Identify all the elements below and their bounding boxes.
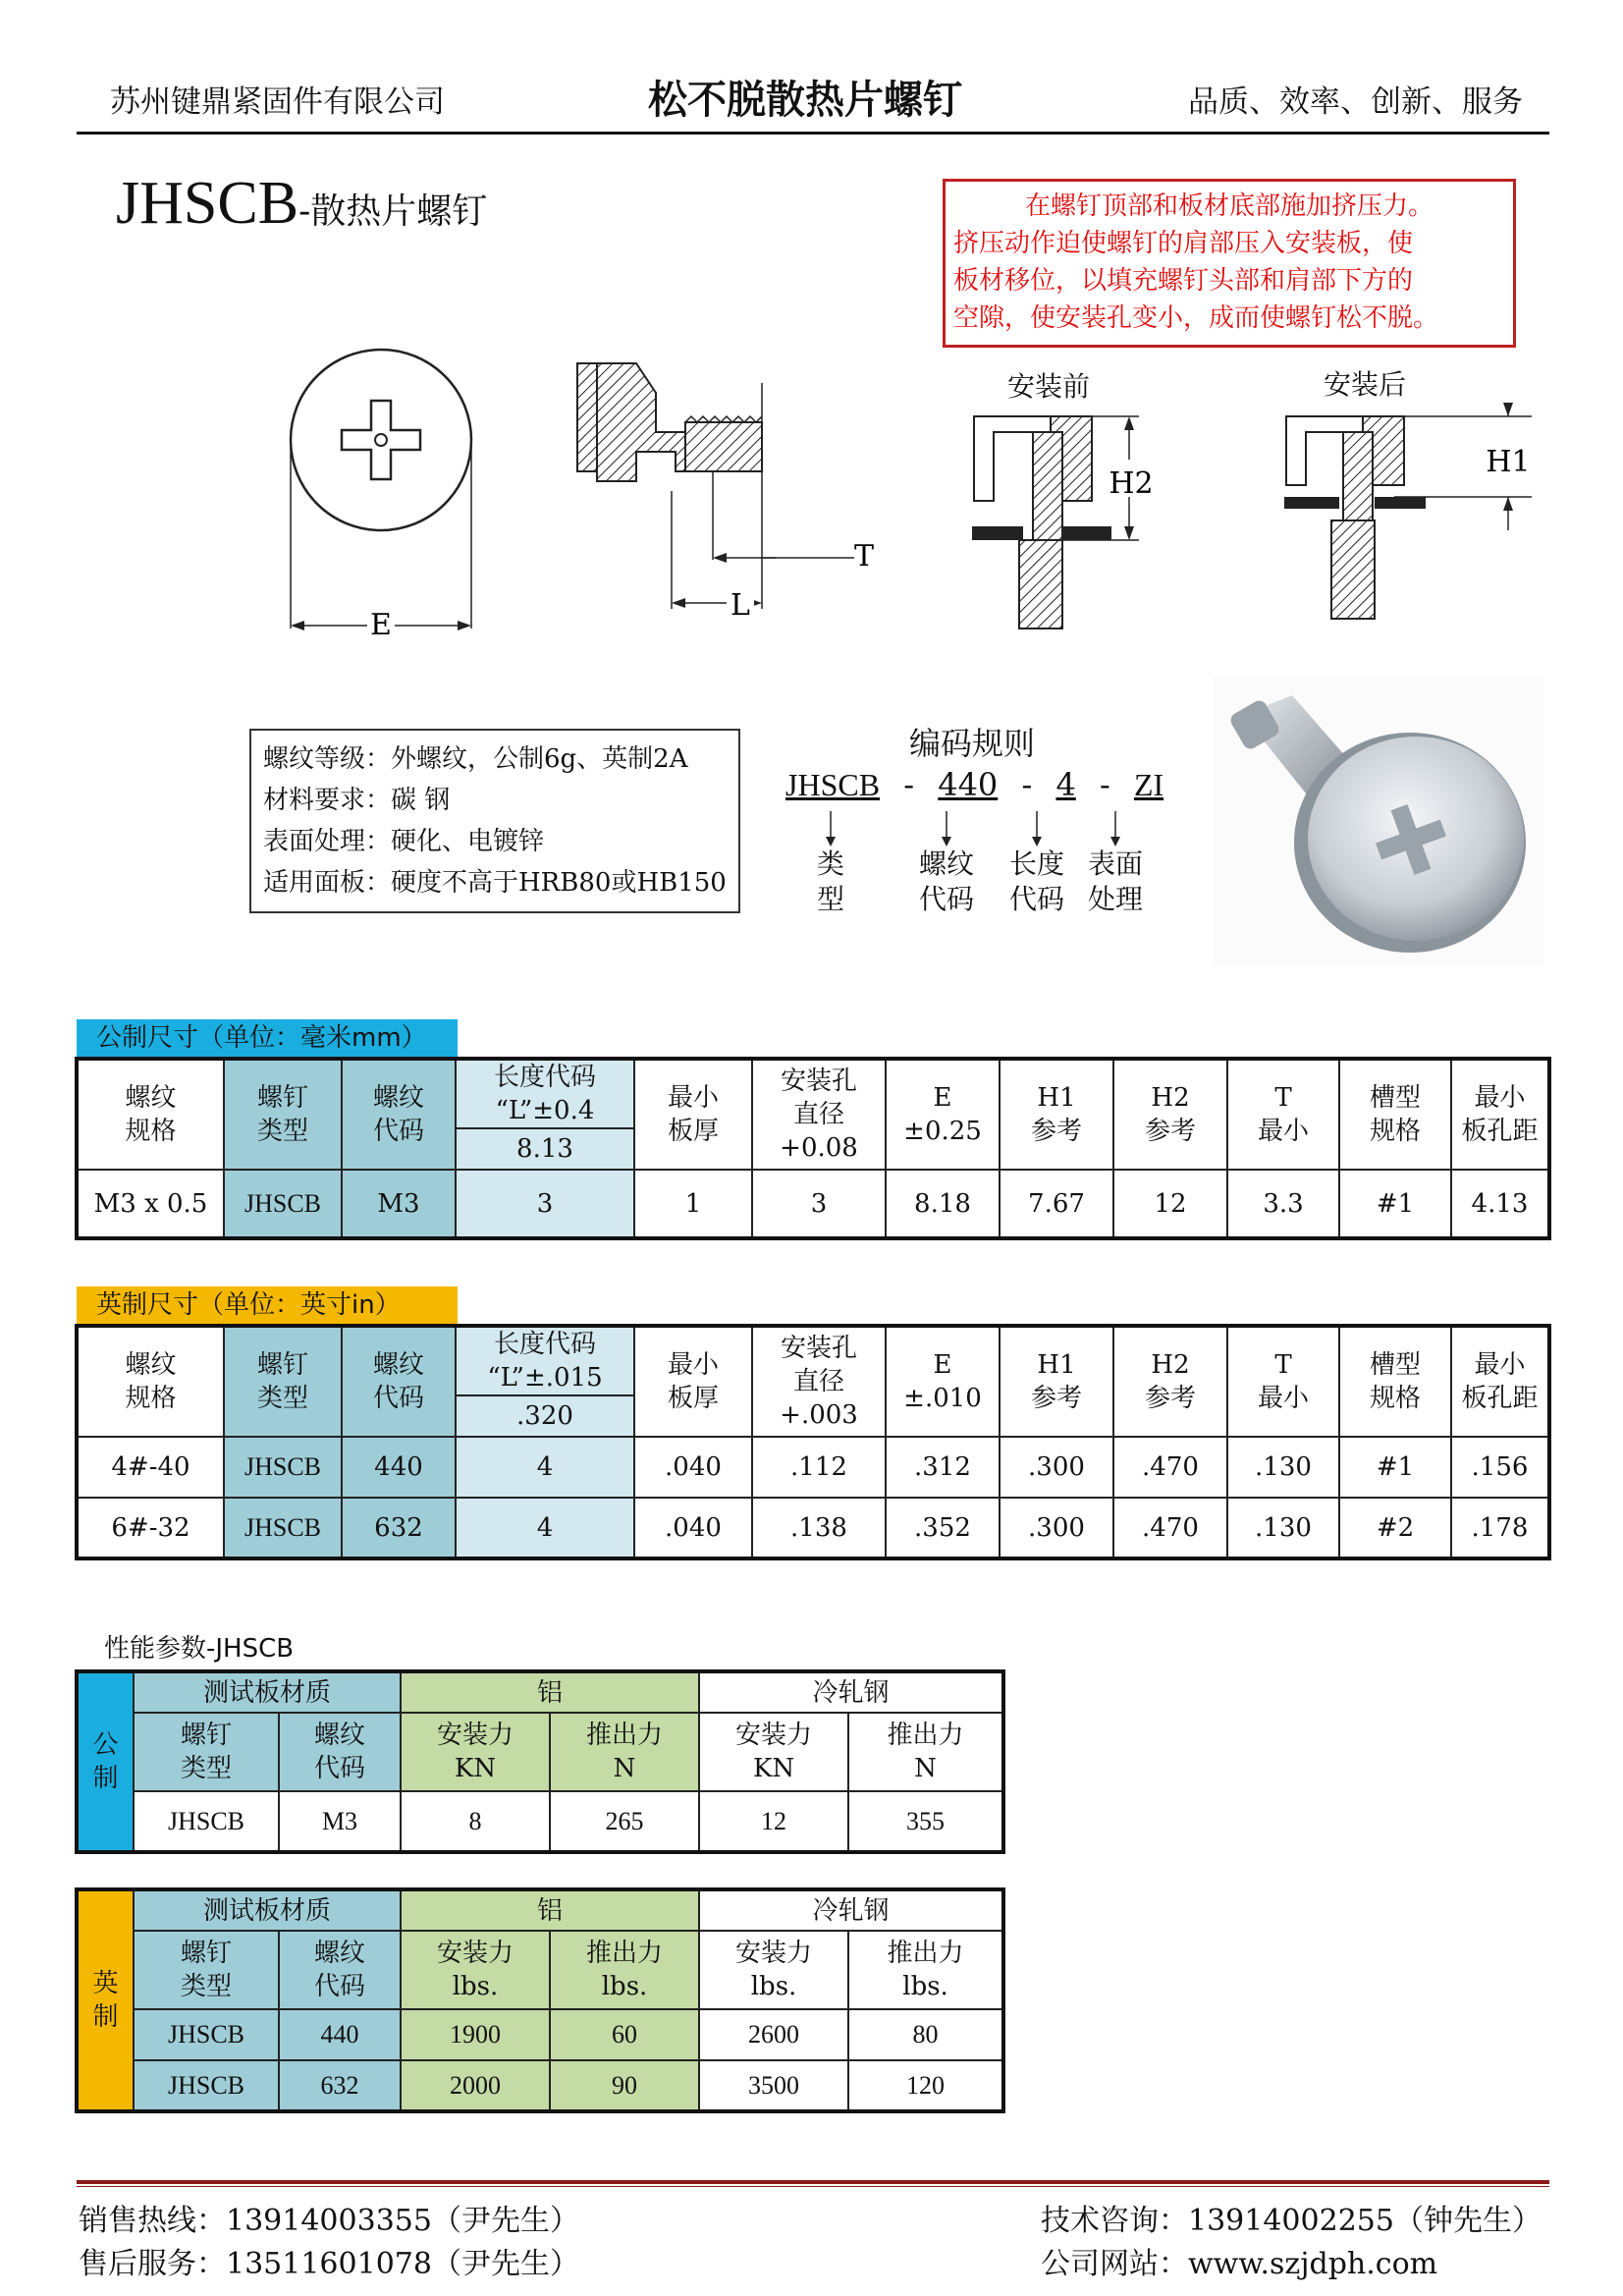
code-length: 4	[1055, 766, 1076, 803]
table-row	[77, 1170, 1549, 1238]
table-cell: 4.13	[1451, 1170, 1549, 1238]
code-label-type	[815, 847, 846, 917]
perf-title: 性能参数-JHSCB	[104, 1634, 295, 1664]
imperial-tag: 英制尺寸（单位：英寸in）	[77, 1286, 458, 1324]
coding-title: 编码规则	[909, 725, 1036, 762]
table-cell: 3	[456, 1170, 634, 1238]
perf-metric-h-code: 螺纹 代码	[279, 1713, 401, 1791]
imperial-table	[75, 1324, 1551, 1560]
imperial-h-minthick: 最小 板厚	[634, 1326, 752, 1437]
metric-h-thread: 螺纹 规格	[77, 1059, 224, 1170]
dim-H2-label: H2	[1109, 466, 1154, 501]
table-cell: 120	[848, 2060, 1003, 2111]
imperial-h-slot: 槽型 规格	[1339, 1326, 1451, 1437]
table-cell: 2600	[699, 2009, 848, 2060]
table-cell: 90	[550, 2060, 699, 2111]
table-row	[77, 2009, 1003, 2060]
footer-sales: 销售热线：13914003355（尹先生）	[79, 2204, 579, 2238]
metric-h-length-sub: 8.13	[456, 1128, 634, 1170]
perf-metric-h-st-push: 推出力 N	[848, 1713, 1003, 1791]
dim-L-label: L	[730, 588, 750, 623]
table-cell: 4#-40	[77, 1437, 224, 1498]
table-cell: .040	[634, 1437, 752, 1498]
spec-panel: 适用面板：硬度不高于HRB80或HB150	[263, 868, 727, 898]
perf-metric-h-st-install: 安装力 KN	[699, 1713, 848, 1791]
note-line-3: 板材移位，以填充螺钉头部和肩部下方的	[953, 266, 1414, 296]
imperial-h-length-sub: .320	[456, 1395, 634, 1437]
code-sep-1: -	[903, 766, 915, 803]
code-type: JHSCB	[785, 767, 881, 802]
code-label-length-2: 代码	[1008, 883, 1064, 915]
imperial-h-length: 长度代码 “L”±.015	[456, 1326, 634, 1395]
table-cell: .112	[752, 1437, 886, 1498]
perf-imperial-h-code: 螺纹 代码	[279, 1931, 401, 2009]
table-row	[77, 2060, 1003, 2111]
table-cell: 60	[550, 2009, 699, 2060]
perf-imperial-al: 铝	[401, 1889, 699, 1931]
product-title	[116, 169, 487, 239]
coding-rule	[785, 766, 1163, 803]
header-divider	[77, 132, 1549, 135]
table-cell: .178	[1451, 1498, 1549, 1558]
table-row	[77, 1437, 1549, 1498]
code-label-length-1: 长度	[1008, 847, 1064, 880]
table-cell: 2000	[401, 2060, 550, 2111]
table-cell: 4	[456, 1498, 634, 1558]
table-cell: 6#-32	[77, 1498, 224, 1558]
perf-metric-table	[75, 1669, 1005, 1854]
code-label-surface-2: 处理	[1087, 883, 1143, 915]
perf-metric-h-type: 螺钉 类型	[134, 1713, 279, 1791]
spec-box	[249, 729, 740, 913]
metric-h-T: T 最小	[1227, 1059, 1339, 1170]
table-cell: JHSCB	[224, 1498, 342, 1558]
after-label: 安装后	[1324, 368, 1407, 401]
product-code: JHSCB	[116, 170, 299, 237]
metric-h-H1: H1 参考	[1000, 1059, 1113, 1170]
product-photo	[1214, 676, 1543, 966]
table-cell: JHSCB	[224, 1170, 342, 1238]
dim-E-label: E	[370, 608, 392, 642]
imperial-h-H1: H1 参考	[1000, 1326, 1113, 1437]
imperial-h-E: E ±.010	[886, 1326, 1000, 1437]
metric-h-slot: 槽型 规格	[1339, 1059, 1451, 1170]
table-cell: .138	[752, 1498, 886, 1558]
footer-divider-thin	[77, 2186, 1549, 2187]
code-label-type-2: 型	[816, 883, 844, 915]
table-cell: 12	[1113, 1170, 1227, 1238]
table-cell: 4	[456, 1437, 634, 1498]
table-cell: 265	[550, 1791, 699, 1852]
slogan: 品质、效率、创新、服务	[1188, 84, 1523, 120]
before-label: 安装前	[1007, 370, 1091, 403]
table-cell: JHSCB	[134, 1791, 279, 1852]
note-line-2: 挤压动作迫使螺钉的肩部压入安装板，使	[953, 229, 1414, 258]
imperial-h-hole: 安装孔 直径 +.003	[752, 1326, 886, 1437]
spec-thread: 螺纹等级：外螺纹，公制6g、英制2A	[263, 744, 688, 774]
table-cell: .300	[1000, 1498, 1113, 1558]
footer-service: 售后服务：13511601078（尹先生）	[79, 2247, 579, 2281]
table-cell: JHSCB	[134, 2060, 279, 2111]
note-line-4: 空隙，使安装孔变小，成而使螺钉松不脱。	[953, 303, 1439, 333]
imperial-h-T: T 最小	[1227, 1326, 1339, 1437]
install-note	[943, 179, 1516, 348]
metric-h-code: 螺纹 代码	[342, 1059, 456, 1170]
table-cell: 8.18	[886, 1170, 1000, 1238]
table-cell: #1	[1339, 1437, 1451, 1498]
perf-metric-h-al-push: 推出力 N	[550, 1713, 699, 1791]
perf-imperial-material: 测试板材质	[134, 1889, 401, 1931]
table-cell: #1	[1339, 1170, 1451, 1238]
perf-metric-side: 公 制	[77, 1671, 134, 1852]
table-cell: JHSCB	[134, 2009, 279, 2060]
table-cell: 440	[342, 1437, 456, 1498]
table-cell: .156	[1451, 1437, 1549, 1498]
perf-imperial-steel: 冷轧钢	[699, 1889, 1003, 1931]
before-section	[972, 416, 1154, 629]
perf-imperial-h-al-push: 推出力 lbs.	[550, 1931, 699, 2009]
table-cell: 12	[699, 1791, 848, 1852]
top-view-circle	[291, 350, 471, 642]
side-view	[577, 363, 874, 623]
table-row	[77, 1498, 1549, 1558]
page-title: 松不脱散热片螺钉	[648, 78, 962, 123]
metric-h-length: 长度代码 “L”±0.4	[456, 1059, 634, 1128]
code-label-thread-1: 螺纹	[918, 847, 974, 880]
metric-h-H2: H2 参考	[1113, 1059, 1227, 1170]
table-row	[77, 1791, 1003, 1852]
table-cell: 8	[401, 1791, 550, 1852]
code-label-thread	[907, 847, 986, 917]
code-surface: ZI	[1133, 767, 1164, 802]
table-cell: .300	[1000, 1437, 1113, 1498]
code-thread: 440	[938, 766, 999, 803]
metric-h-type: 螺钉 类型	[224, 1059, 342, 1170]
perf-imperial-h-type: 螺钉 类型	[134, 1931, 279, 2009]
table-cell: 80	[848, 2009, 1003, 2060]
company-name: 苏州键鼎紧固件有限公司	[110, 84, 445, 120]
table-cell: .470	[1113, 1437, 1227, 1498]
perf-metric-steel: 冷轧钢	[699, 1671, 1003, 1713]
table-cell: 632	[342, 1498, 456, 1558]
metric-h-hole: 安装孔 直径 +0.08	[752, 1059, 886, 1170]
table-cell: 1	[634, 1170, 752, 1238]
perf-imperial-h-st-install: 安装力 lbs.	[699, 1931, 848, 2009]
table-cell: 3.3	[1227, 1170, 1339, 1238]
table-cell: 355	[848, 1791, 1003, 1852]
imperial-h-thread: 螺纹 规格	[77, 1326, 224, 1437]
table-cell: .470	[1113, 1498, 1227, 1558]
imperial-h-type: 螺钉 类型	[224, 1326, 342, 1437]
code-label-thread-2: 代码	[918, 883, 974, 915]
install-diagram	[962, 403, 1551, 638]
table-cell: 440	[279, 2009, 401, 2060]
table-cell: .352	[886, 1498, 1000, 1558]
code-sep-3: -	[1099, 766, 1110, 803]
perf-metric-material: 测试板材质	[134, 1671, 401, 1713]
perf-imperial-table	[75, 1887, 1005, 2113]
table-cell: 632	[279, 2060, 401, 2111]
metric-h-spacing: 最小 板孔距	[1451, 1059, 1549, 1170]
table-cell: .040	[634, 1498, 752, 1558]
perf-imperial-h-al-install: 安装力 lbs.	[401, 1931, 550, 2009]
perf-imperial-h-st-push: 推出力 lbs.	[848, 1931, 1003, 2009]
footer-tech: 技术咨询：13914002255（钟先生）	[1041, 2204, 1542, 2238]
after-section	[1284, 403, 1532, 619]
imperial-h-spacing: 最小 板孔距	[1451, 1326, 1549, 1437]
table-cell: .312	[886, 1437, 1000, 1498]
code-label-surface-1: 表面	[1087, 847, 1143, 880]
table-cell: 3	[752, 1170, 886, 1238]
spec-material: 材料要求：碳 钢	[263, 786, 451, 815]
metric-table	[75, 1057, 1551, 1240]
footer-website[interactable]: 公司网站：www.szjdph.com	[1041, 2247, 1438, 2281]
perf-metric-h-al-install: 安装力 KN	[401, 1713, 550, 1791]
footer-divider	[77, 2180, 1549, 2184]
imperial-h-code: 螺纹 代码	[342, 1326, 456, 1437]
dim-T-label: T	[853, 539, 875, 574]
metric-tag: 公制尺寸（单位：毫米mm）	[77, 1019, 458, 1057]
table-cell: 7.67	[1000, 1170, 1113, 1238]
coding-arrows	[785, 811, 1159, 850]
note-line-1: 在螺钉顶部和板材底部施加挤压力。	[1024, 191, 1434, 221]
code-label-surface	[1076, 847, 1155, 917]
code-sep-2: -	[1021, 766, 1033, 803]
table-cell: .130	[1227, 1437, 1339, 1498]
dim-H1-label: H1	[1486, 445, 1531, 479]
table-cell: M3	[342, 1170, 456, 1238]
screw-drawing	[265, 344, 893, 658]
perf-imperial-side: 英 制	[77, 1889, 134, 2111]
code-label-length	[998, 847, 1076, 917]
table-cell: M3 x 0.5	[77, 1170, 224, 1238]
table-cell: M3	[279, 1791, 401, 1852]
metric-h-E: E ±0.25	[886, 1059, 1000, 1170]
table-cell: #2	[1339, 1498, 1451, 1558]
metric-h-minthick: 最小 板厚	[634, 1059, 752, 1170]
table-cell: 3500	[699, 2060, 848, 2111]
table-cell: JHSCB	[224, 1437, 342, 1498]
perf-metric-al: 铝	[401, 1671, 699, 1713]
table-cell: 1900	[401, 2009, 550, 2060]
code-label-type-1: 类	[816, 847, 844, 880]
imperial-h-H2: H2 参考	[1113, 1326, 1227, 1437]
table-cell: .130	[1227, 1498, 1339, 1558]
product-name: -散热片螺钉	[298, 191, 488, 232]
spec-surface: 表面处理：硬化、电镀锌	[263, 827, 545, 856]
